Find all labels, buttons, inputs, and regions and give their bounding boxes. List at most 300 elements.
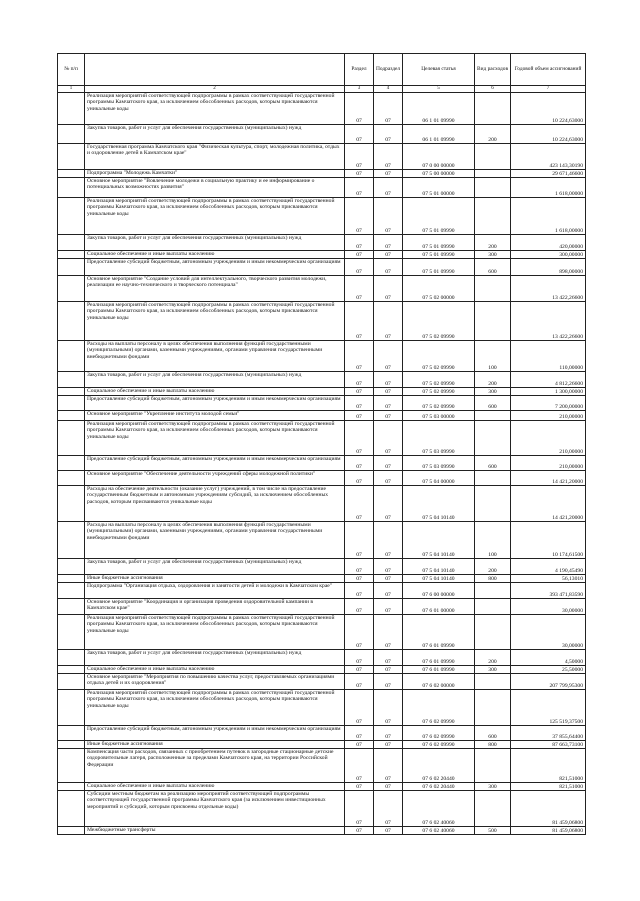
- row-razdel-cell: 07: [345, 749, 374, 783]
- table-row: [58, 615, 586, 650]
- row-number-cell: [58, 471, 85, 486]
- table-row: [58, 471, 586, 486]
- row-amount-cell: 30,00000: [511, 599, 586, 615]
- row-name-cell: Государственная программа Камчатского края "Физическая культура, спорт, молодежная политика, отдых и оздоровление детей в Камчатском крае": [85, 144, 345, 170]
- row-name-cell: Закупка товаров, работ и услуг для обеспечения государственных (муниципальных) нужд: [85, 235, 345, 251]
- row-target-article-cell: 07 6 02 20440: [403, 749, 475, 783]
- row-podrazdel-cell: 07: [374, 827, 403, 835]
- row-expense-type-cell: 100: [475, 522, 511, 559]
- row-name-cell: Субсидии местным бюджетам на реализацию мероприятий соответствующей подпрограммы соответствующей государственной программы Камчатского края (за исключением инвестиционных мероприятий и субсидий, которым присвоены отдельные коды): [85, 791, 345, 827]
- row-podrazdel-cell: 07: [374, 302, 403, 341]
- row-name-cell: Закупка товаров, работ и услуг для обеспечения государственных (муниципальных) нужд: [85, 372, 345, 388]
- row-podrazdel-cell: 07: [374, 341, 403, 372]
- header-expense-type: Вид расходов: [475, 54, 511, 86]
- row-number-cell: [58, 372, 85, 388]
- row-razdel-cell: 07: [345, 276, 374, 302]
- row-razdel-cell: 07: [345, 341, 374, 372]
- column-number: 5: [403, 86, 475, 93]
- row-target-article-cell: 07 5 04 10140: [403, 559, 475, 575]
- row-name-cell: Предоставление субсидий бюджетным, автономным учреждениям и иным некоммерческим организациям: [85, 456, 345, 471]
- row-name-cell: Основное мероприятие "Обеспечение деятельности учреждений сферы молодежной политики": [85, 471, 345, 486]
- row-target-article-cell: 07 5 03 00000: [403, 411, 475, 421]
- row-number-cell: [58, 666, 85, 674]
- row-number-cell: [58, 522, 85, 559]
- row-expense-type-cell: [475, 615, 511, 650]
- row-razdel-cell: 07: [345, 125, 374, 144]
- row-name-cell: Закупка товаров, работ и услуг для обеспечения государственных (муниципальных) нужд: [85, 650, 345, 666]
- row-podrazdel-cell: 07: [374, 144, 403, 170]
- row-target-article-cell: 07 5 01 09990: [403, 259, 475, 276]
- row-expense-type-cell: [475, 302, 511, 341]
- table-row: [58, 302, 586, 341]
- row-amount-cell: 4 812,26600: [511, 372, 586, 388]
- row-podrazdel-cell: 07: [374, 411, 403, 421]
- row-target-article-cell: 07 5 01 00000: [403, 178, 475, 198]
- row-target-article-cell: 07 6 00 00000: [403, 583, 475, 599]
- row-amount-cell: 81 459,06800: [511, 791, 586, 827]
- row-expense-type-cell: 100: [475, 341, 511, 372]
- row-name-cell: Расходы на выплаты персоналу в целях обеспечения выполнения функций государственными (муниципальными) органами, казенными учреждениями, органами управления государственными внебюджетными фондами: [85, 522, 345, 559]
- row-expense-type-cell: 200: [475, 372, 511, 388]
- row-target-article-cell: 07 6 01 00000: [403, 599, 475, 615]
- table-row: [58, 396, 586, 411]
- row-podrazdel-cell: 07: [374, 198, 403, 235]
- row-podrazdel-cell: 07: [374, 396, 403, 411]
- row-razdel-cell: 07: [345, 235, 374, 251]
- row-podrazdel-cell: 07: [374, 583, 403, 599]
- row-number-cell: [58, 144, 85, 170]
- table-row: [58, 125, 586, 144]
- row-number-cell: [58, 421, 85, 456]
- row-number-cell: [58, 93, 85, 125]
- row-expense-type-cell: [475, 198, 511, 235]
- table-row: [58, 456, 586, 471]
- row-target-article-cell: 07 6 02 09990: [403, 690, 475, 726]
- row-number-cell: [58, 615, 85, 650]
- row-number-cell: [58, 251, 85, 259]
- row-expense-type-cell: 300: [475, 783, 511, 791]
- row-podrazdel-cell: 07: [374, 690, 403, 726]
- table-row: [58, 827, 586, 835]
- row-amount-cell: 30,00000: [511, 615, 586, 650]
- row-number-cell: [58, 599, 85, 615]
- row-number-cell: [58, 276, 85, 302]
- row-amount-cell: 10 224,63000: [511, 93, 586, 125]
- row-name-cell: Реализация мероприятий соответствующей подпрограммы в рамках соответствующей государственной программы Камчатского края, за исключением обособленных расходов, которым присваиваются уникальные коды: [85, 690, 345, 726]
- row-expense-type-cell: [475, 583, 511, 599]
- row-name-cell: Реализация мероприятий соответствующей подпрограммы в рамках соответствующей государственной программы Камчатского края, за исключением обособленных расходов, которым присваиваются уникальные коды: [85, 302, 345, 341]
- row-expense-type-cell: 300: [475, 251, 511, 259]
- row-expense-type-cell: 500: [475, 827, 511, 835]
- row-target-article-cell: 07 5 02 09990: [403, 388, 475, 396]
- row-number-cell: [58, 456, 85, 471]
- row-name-cell: Основное мероприятие "Мероприятия по повышению качества услуг, предоставляемых организациями отдыха детей и их оздоровления": [85, 674, 345, 690]
- row-amount-cell: 10 224,63000: [511, 125, 586, 144]
- row-target-article-cell: 07 6 02 40060: [403, 791, 475, 827]
- row-podrazdel-cell: 07: [374, 93, 403, 125]
- row-target-article-cell: 07 5 01 09990: [403, 198, 475, 235]
- table-row: [58, 421, 586, 456]
- row-expense-type-cell: 600: [475, 726, 511, 741]
- row-target-article-cell: 07 6 02 00000: [403, 674, 475, 690]
- row-podrazdel-cell: 07: [374, 235, 403, 251]
- row-amount-cell: 4,50000: [511, 650, 586, 666]
- row-amount-cell: 87 663,73100: [511, 741, 586, 749]
- row-razdel-cell: 07: [345, 411, 374, 421]
- row-expense-type-cell: [475, 170, 511, 178]
- column-number: 2: [85, 86, 345, 93]
- row-target-article-cell: 07 0 00 00000: [403, 144, 475, 170]
- table-row: [58, 749, 586, 783]
- budget-table: [57, 53, 586, 835]
- row-amount-cell: 110,00000: [511, 341, 586, 372]
- row-name-cell: Иные бюджетные ассигнования: [85, 741, 345, 749]
- row-expense-type-cell: [475, 276, 511, 302]
- row-number-cell: [58, 749, 85, 783]
- row-name-cell: Компенсация части расходов, связанных с приобретением путевок в загородные стационарные детские оздоровительные лагеря, расположенные за пределами Камчатского края, на территории Российской Федерации: [85, 749, 345, 783]
- row-podrazdel-cell: 07: [374, 741, 403, 749]
- row-amount-cell: 14 421,20000: [511, 486, 586, 522]
- row-podrazdel-cell: 07: [374, 486, 403, 522]
- row-target-article-cell: 07 5 03 09990: [403, 421, 475, 456]
- row-podrazdel-cell: 07: [374, 749, 403, 783]
- row-razdel-cell: 07: [345, 144, 374, 170]
- row-razdel-cell: 07: [345, 421, 374, 456]
- row-podrazdel-cell: 07: [374, 276, 403, 302]
- row-amount-cell: 14 421,20000: [511, 471, 586, 486]
- row-razdel-cell: 07: [345, 486, 374, 522]
- row-amount-cell: 210,00000: [511, 456, 586, 471]
- row-podrazdel-cell: 07: [374, 575, 403, 583]
- row-expense-type-cell: 200: [475, 650, 511, 666]
- table-row: [58, 559, 586, 575]
- column-number-row: [58, 86, 586, 93]
- table-row: [58, 666, 586, 674]
- row-razdel-cell: 07: [345, 791, 374, 827]
- table-row: [58, 388, 586, 396]
- row-number-cell: [58, 726, 85, 741]
- row-name-cell: Основное мероприятие "Координация и организация проведения оздоровительной кампании в Камчатском крае": [85, 599, 345, 615]
- row-amount-cell: 4 190,45490: [511, 559, 586, 575]
- header-number: № п/п: [58, 54, 85, 86]
- row-target-article-cell: 06 1 01 09990: [403, 125, 475, 144]
- row-podrazdel-cell: 07: [374, 251, 403, 259]
- row-amount-cell: 300,00000: [511, 251, 586, 259]
- row-razdel-cell: 07: [345, 396, 374, 411]
- row-podrazdel-cell: 07: [374, 259, 403, 276]
- row-podrazdel-cell: 07: [374, 599, 403, 615]
- row-number-cell: [58, 235, 85, 251]
- row-number-cell: [58, 741, 85, 749]
- row-amount-cell: 393 471,83590: [511, 583, 586, 599]
- row-expense-type-cell: [475, 93, 511, 125]
- row-razdel-cell: 07: [345, 251, 374, 259]
- table-row: [58, 726, 586, 741]
- row-podrazdel-cell: 07: [374, 471, 403, 486]
- row-number-cell: [58, 827, 85, 835]
- row-number-cell: [58, 259, 85, 276]
- row-razdel-cell: 07: [345, 615, 374, 650]
- table-body: [58, 93, 586, 835]
- row-number-cell: [58, 198, 85, 235]
- header-podrazdel: Подраздел: [374, 54, 403, 86]
- row-target-article-cell: 07 5 02 09990: [403, 302, 475, 341]
- row-expense-type-cell: 300: [475, 388, 511, 396]
- row-amount-cell: 7 200,00000: [511, 396, 586, 411]
- row-number-cell: [58, 650, 85, 666]
- row-expense-type-cell: 800: [475, 741, 511, 749]
- row-target-article-cell: 07 5 02 09990: [403, 396, 475, 411]
- row-name-cell: Социальное обеспечение и иные выплаты населению: [85, 666, 345, 674]
- table-row: [58, 650, 586, 666]
- row-podrazdel-cell: 07: [374, 421, 403, 456]
- row-name-cell: Предоставление субсидий бюджетным, автономным учреждениям и иным некоммерческим организациям: [85, 259, 345, 276]
- row-target-article-cell: 07 5 03 09990: [403, 456, 475, 471]
- row-razdel-cell: 07: [345, 198, 374, 235]
- row-name-cell: Предоставление субсидий бюджетным, автономным учреждениям и иным некоммерческим организациям: [85, 726, 345, 741]
- row-expense-type-cell: [475, 486, 511, 522]
- header-target-article: Целевая статья: [403, 54, 475, 86]
- table-row: [58, 144, 586, 170]
- row-razdel-cell: 07: [345, 259, 374, 276]
- row-name-cell: Подпрограмма "Организация отдыха, оздоровления и занятости детей и молодежи в Камчатском крае": [85, 583, 345, 599]
- row-podrazdel-cell: 07: [374, 791, 403, 827]
- row-target-article-cell: 07 6 02 09990: [403, 726, 475, 741]
- column-number: 1: [58, 86, 85, 93]
- row-name-cell: Основное мероприятие "Создание условий для интеллектуального, творческого развития молодежи, реализации ее научно-технического и творческого потенциала": [85, 276, 345, 302]
- row-razdel-cell: 07: [345, 93, 374, 125]
- row-expense-type-cell: [475, 674, 511, 690]
- row-target-article-cell: 07 5 02 09990: [403, 372, 475, 388]
- table-row: [58, 599, 586, 615]
- row-podrazdel-cell: 07: [374, 372, 403, 388]
- row-number-cell: [58, 486, 85, 522]
- row-target-article-cell: 07 6 01 09990: [403, 615, 475, 650]
- row-amount-cell: 423 143,30190: [511, 144, 586, 170]
- row-number-cell: [58, 690, 85, 726]
- row-podrazdel-cell: 07: [374, 674, 403, 690]
- column-number: 6: [475, 86, 511, 93]
- row-razdel-cell: 07: [345, 650, 374, 666]
- row-target-article-cell: 07 5 01 09990: [403, 251, 475, 259]
- row-podrazdel-cell: 07: [374, 650, 403, 666]
- row-name-cell: Социальное обеспечение и иные выплаты населению: [85, 783, 345, 791]
- row-expense-type-cell: 200: [475, 559, 511, 575]
- row-amount-cell: 821,51000: [511, 749, 586, 783]
- header-name: [85, 54, 345, 86]
- row-amount-cell: 29 671,46600: [511, 170, 586, 178]
- row-expense-type-cell: 200: [475, 125, 511, 144]
- table-row: [58, 575, 586, 583]
- row-target-article-cell: 07 5 02 00000: [403, 276, 475, 302]
- row-name-cell: Закупка товаров, работ и услуг для обеспечения государственных (муниципальных) нужд: [85, 559, 345, 575]
- row-number-cell: [58, 674, 85, 690]
- row-amount-cell: 1 300,00000: [511, 388, 586, 396]
- row-podrazdel-cell: 07: [374, 783, 403, 791]
- header-razdel: Раздел: [345, 54, 374, 86]
- table-row: [58, 741, 586, 749]
- row-expense-type-cell: 600: [475, 456, 511, 471]
- row-target-article-cell: 07 6 01 09990: [403, 666, 475, 674]
- row-razdel-cell: 07: [345, 178, 374, 198]
- table-row: [58, 341, 586, 372]
- row-razdel-cell: 07: [345, 726, 374, 741]
- table-row: [58, 276, 586, 302]
- row-razdel-cell: 07: [345, 583, 374, 599]
- row-target-article-cell: 06 1 01 09990: [403, 93, 475, 125]
- row-podrazdel-cell: 07: [374, 559, 403, 575]
- row-amount-cell: 125 519,37500: [511, 690, 586, 726]
- table-row: [58, 259, 586, 276]
- row-amount-cell: 56,13010: [511, 575, 586, 583]
- row-amount-cell: 1 618,00000: [511, 178, 586, 198]
- row-amount-cell: 898,00000: [511, 259, 586, 276]
- row-name-cell: Иные бюджетные ассигнования: [85, 575, 345, 583]
- table-row: [58, 791, 586, 827]
- row-number-cell: [58, 170, 85, 178]
- row-number-cell: [58, 783, 85, 791]
- row-razdel-cell: 07: [345, 575, 374, 583]
- row-amount-cell: 13 422,26600: [511, 302, 586, 341]
- row-expense-type-cell: [475, 178, 511, 198]
- row-name-cell: Закупка товаров, работ и услуг для обеспечения государственных (муниципальных) нужд: [85, 125, 345, 144]
- row-name-cell: Основное мероприятие "Укрепление института молодой семьи": [85, 411, 345, 421]
- row-razdel-cell: 07: [345, 741, 374, 749]
- row-razdel-cell: 07: [345, 302, 374, 341]
- row-razdel-cell: 07: [345, 170, 374, 178]
- row-amount-cell: 13 422,26600: [511, 276, 586, 302]
- row-amount-cell: 25,50000: [511, 666, 586, 674]
- row-expense-type-cell: [475, 471, 511, 486]
- row-target-article-cell: 07 5 04 00000: [403, 471, 475, 486]
- row-razdel-cell: 07: [345, 372, 374, 388]
- header-row: [58, 54, 586, 86]
- row-target-article-cell: 07 6 02 20440: [403, 783, 475, 791]
- row-expense-type-cell: [475, 690, 511, 726]
- row-expense-type-cell: [475, 144, 511, 170]
- row-expense-type-cell: 600: [475, 259, 511, 276]
- row-podrazdel-cell: 07: [374, 726, 403, 741]
- row-podrazdel-cell: 07: [374, 170, 403, 178]
- budget-table-page: [57, 53, 585, 835]
- table-row: [58, 170, 586, 178]
- row-razdel-cell: 07: [345, 827, 374, 835]
- row-podrazdel-cell: 07: [374, 456, 403, 471]
- row-razdel-cell: 07: [345, 456, 374, 471]
- row-expense-type-cell: 800: [475, 575, 511, 583]
- row-expense-type-cell: 600: [475, 396, 511, 411]
- table-row: [58, 411, 586, 421]
- row-name-cell: Расходы на обеспечение деятельности (оказание услуг) учреждений, в том числе на предоставление государственным бюджетным и автономным учреждениям субсидий, за исключением обособленных расходов, которым присваиваются уникальные коды: [85, 486, 345, 522]
- row-number-cell: [58, 559, 85, 575]
- row-name-cell: Реализация мероприятий соответствующей подпрограммы в рамках соответствующей государственной программы Камчатского края, за исключением обособленных расходов, которым присваиваются уникальные коды: [85, 421, 345, 456]
- table-row: [58, 522, 586, 559]
- row-number-cell: [58, 791, 85, 827]
- table-row: [58, 783, 586, 791]
- row-expense-type-cell: 300: [475, 666, 511, 674]
- table-row: [58, 198, 586, 235]
- row-expense-type-cell: 200: [475, 235, 511, 251]
- row-razdel-cell: 07: [345, 471, 374, 486]
- row-name-cell: Подпрограмма "Молодежь Камчатки": [85, 170, 345, 178]
- column-number: 4: [374, 86, 403, 93]
- row-razdel-cell: 07: [345, 522, 374, 559]
- row-expense-type-cell: [475, 749, 511, 783]
- row-name-cell: Межбюджетные трансферты: [85, 827, 345, 835]
- row-razdel-cell: 07: [345, 559, 374, 575]
- row-amount-cell: 207 799,95300: [511, 674, 586, 690]
- row-razdel-cell: 07: [345, 388, 374, 396]
- row-razdel-cell: 07: [345, 674, 374, 690]
- table-row: [58, 372, 586, 388]
- header-annual-amount: Годовой объем ассигнований: [511, 54, 586, 86]
- row-target-article-cell: 07 6 02 40060: [403, 827, 475, 835]
- row-number-cell: [58, 388, 85, 396]
- row-number-cell: [58, 178, 85, 198]
- row-amount-cell: 821,51000: [511, 783, 586, 791]
- table-row: [58, 690, 586, 726]
- row-expense-type-cell: [475, 791, 511, 827]
- table-row: [58, 251, 586, 259]
- row-target-article-cell: 07 5 04 10140: [403, 522, 475, 559]
- row-number-cell: [58, 575, 85, 583]
- row-number-cell: [58, 341, 85, 372]
- row-target-article-cell: 07 6 02 09990: [403, 741, 475, 749]
- row-podrazdel-cell: 07: [374, 125, 403, 144]
- table-row: [58, 486, 586, 522]
- row-name-cell: Расходы на выплаты персоналу в целях обеспечения выполнения функций государственными (муниципальными) органами, казенными учреждениями, органами управления государственными внебюджетными фондами: [85, 341, 345, 372]
- row-podrazdel-cell: 07: [374, 615, 403, 650]
- row-target-article-cell: 07 5 00 00000: [403, 170, 475, 178]
- row-podrazdel-cell: 07: [374, 388, 403, 396]
- row-name-cell: Предоставление субсидий бюджетным, автономным учреждениям и иным некоммерческим организациям: [85, 396, 345, 411]
- row-amount-cell: 210,00000: [511, 421, 586, 456]
- row-name-cell: Основное мероприятие "Вовлечение молодежи в социальную практику и ее информирование о потенциальных возможностях развития": [85, 178, 345, 198]
- row-target-article-cell: 07 6 01 09990: [403, 650, 475, 666]
- row-number-cell: [58, 411, 85, 421]
- table-row: [58, 178, 586, 198]
- row-podrazdel-cell: 07: [374, 666, 403, 674]
- row-target-article-cell: 07 5 01 09990: [403, 235, 475, 251]
- row-razdel-cell: 07: [345, 690, 374, 726]
- row-amount-cell: 81 459,06800: [511, 827, 586, 835]
- row-name-cell: Социальное обеспечение и иные выплаты населению: [85, 251, 345, 259]
- row-number-cell: [58, 396, 85, 411]
- row-number-cell: [58, 125, 85, 144]
- row-amount-cell: 10 174,61500: [511, 522, 586, 559]
- table-row: [58, 674, 586, 690]
- row-amount-cell: 420,00000: [511, 235, 586, 251]
- table-row: [58, 93, 586, 125]
- row-target-article-cell: 07 5 04 10140: [403, 486, 475, 522]
- row-amount-cell: 37 855,64400: [511, 726, 586, 741]
- row-target-article-cell: 07 5 02 09990: [403, 341, 475, 372]
- row-name-cell: Социальное обеспечение и иные выплаты населению: [85, 388, 345, 396]
- row-name-cell: Реализация мероприятий соответствующей подпрограммы в рамках соответствующей государственной программы Камчатского края, за исключением обособленных расходов, которым присваиваются уникальные коды: [85, 615, 345, 650]
- column-number: 3: [345, 86, 374, 93]
- row-expense-type-cell: [475, 599, 511, 615]
- row-name-cell: Реализация мероприятий соответствующей подпрограммы в рамках соответствующей государственной программы Камчатского края, за исключением обособленных расходов, которым присваиваются уникальные коды: [85, 93, 345, 125]
- row-target-article-cell: 07 5 04 10140: [403, 575, 475, 583]
- row-expense-type-cell: [475, 411, 511, 421]
- row-razdel-cell: 07: [345, 666, 374, 674]
- row-amount-cell: 210,00000: [511, 411, 586, 421]
- row-razdel-cell: 07: [345, 783, 374, 791]
- column-number: 7: [511, 86, 586, 93]
- row-podrazdel-cell: 07: [374, 178, 403, 198]
- row-number-cell: [58, 302, 85, 341]
- row-name-cell: Реализация мероприятий соответствующей подпрограммы в рамках соответствующей государственной программы Камчатского края, за исключением обособленных расходов, которым присваиваются уникальные коды: [85, 198, 345, 235]
